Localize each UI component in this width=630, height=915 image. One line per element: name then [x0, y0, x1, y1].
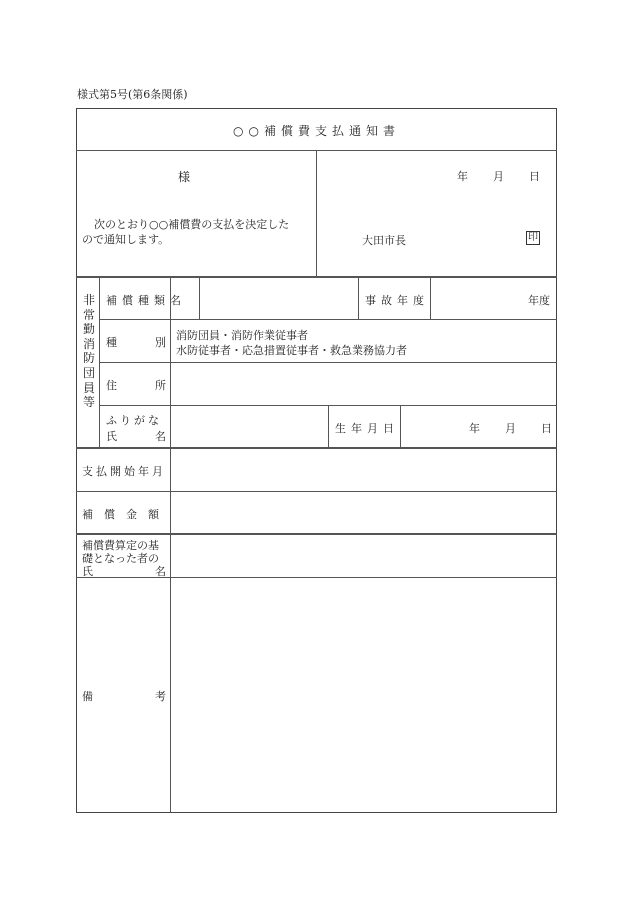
date-day: 日 [529, 170, 540, 183]
basis-label-line2: 礎となった者の [82, 552, 159, 565]
address-label-part1: 住 [106, 379, 117, 392]
accident-year-suffix: 年度 [528, 294, 550, 307]
remarks-label-part1: 備 [82, 690, 93, 703]
date-month: 月 [493, 170, 504, 183]
amount-label: 補償金額 [82, 508, 170, 521]
divider [99, 362, 557, 363]
notice-body-line1: 次のとおり○○補償費の支払を決定した [94, 218, 290, 231]
birth-month: 月 [505, 422, 516, 435]
divider [358, 278, 359, 319]
form-number: 様式第5号(第6条関係) [77, 88, 188, 101]
divider [76, 491, 557, 492]
divider [199, 278, 200, 319]
category-option-line2: 水防従事者・応急措置従事者・救急業務協力者 [176, 344, 407, 357]
basis-label-line3-left: 氏 [82, 565, 93, 578]
notice-body-line2: ので通知します。 [82, 233, 170, 246]
divider [430, 278, 431, 319]
furigana-label: ふりがな [106, 414, 162, 427]
divider [400, 405, 401, 447]
name-label-part1: 氏 [106, 430, 117, 443]
divider [328, 405, 329, 447]
divider [76, 577, 557, 578]
divider [316, 150, 317, 277]
basis-label-line1: 補償費算定の基 [82, 539, 159, 552]
category-option-line1: 消防団員・消防作業従事者 [176, 329, 308, 342]
category-label-part1: 種 [106, 336, 117, 349]
issuer: 大田市長 [362, 234, 406, 247]
birth-year: 年 [469, 422, 480, 435]
seal-mark: 印 [528, 232, 538, 243]
accident-year-label: 事故年度 [365, 294, 429, 307]
birth-day: 日 [541, 422, 552, 435]
divider [76, 533, 557, 535]
divider [76, 447, 557, 449]
divider [99, 278, 100, 448]
basis-label-line3-right: 名 [155, 565, 166, 578]
divider [99, 319, 557, 320]
name-label-part2: 名 [155, 430, 166, 443]
remarks-label-part2: 考 [155, 690, 166, 703]
date-year: 年 [457, 170, 468, 183]
form-title: ○○補償費支払通知書 [233, 124, 400, 138]
birthdate-label: 生年月日 [335, 422, 399, 435]
pay-start-label: 支払開始年月 [82, 465, 166, 478]
category-label-part2: 別 [155, 336, 166, 349]
address-label-part2: 所 [155, 379, 166, 392]
addressee-suffix: 様 [178, 170, 191, 184]
section-label-part-time-firefighters: 非常勤消防団員等 [82, 293, 95, 410]
comp-type-label: 補償種類名 [106, 294, 186, 307]
divider [170, 278, 171, 813]
